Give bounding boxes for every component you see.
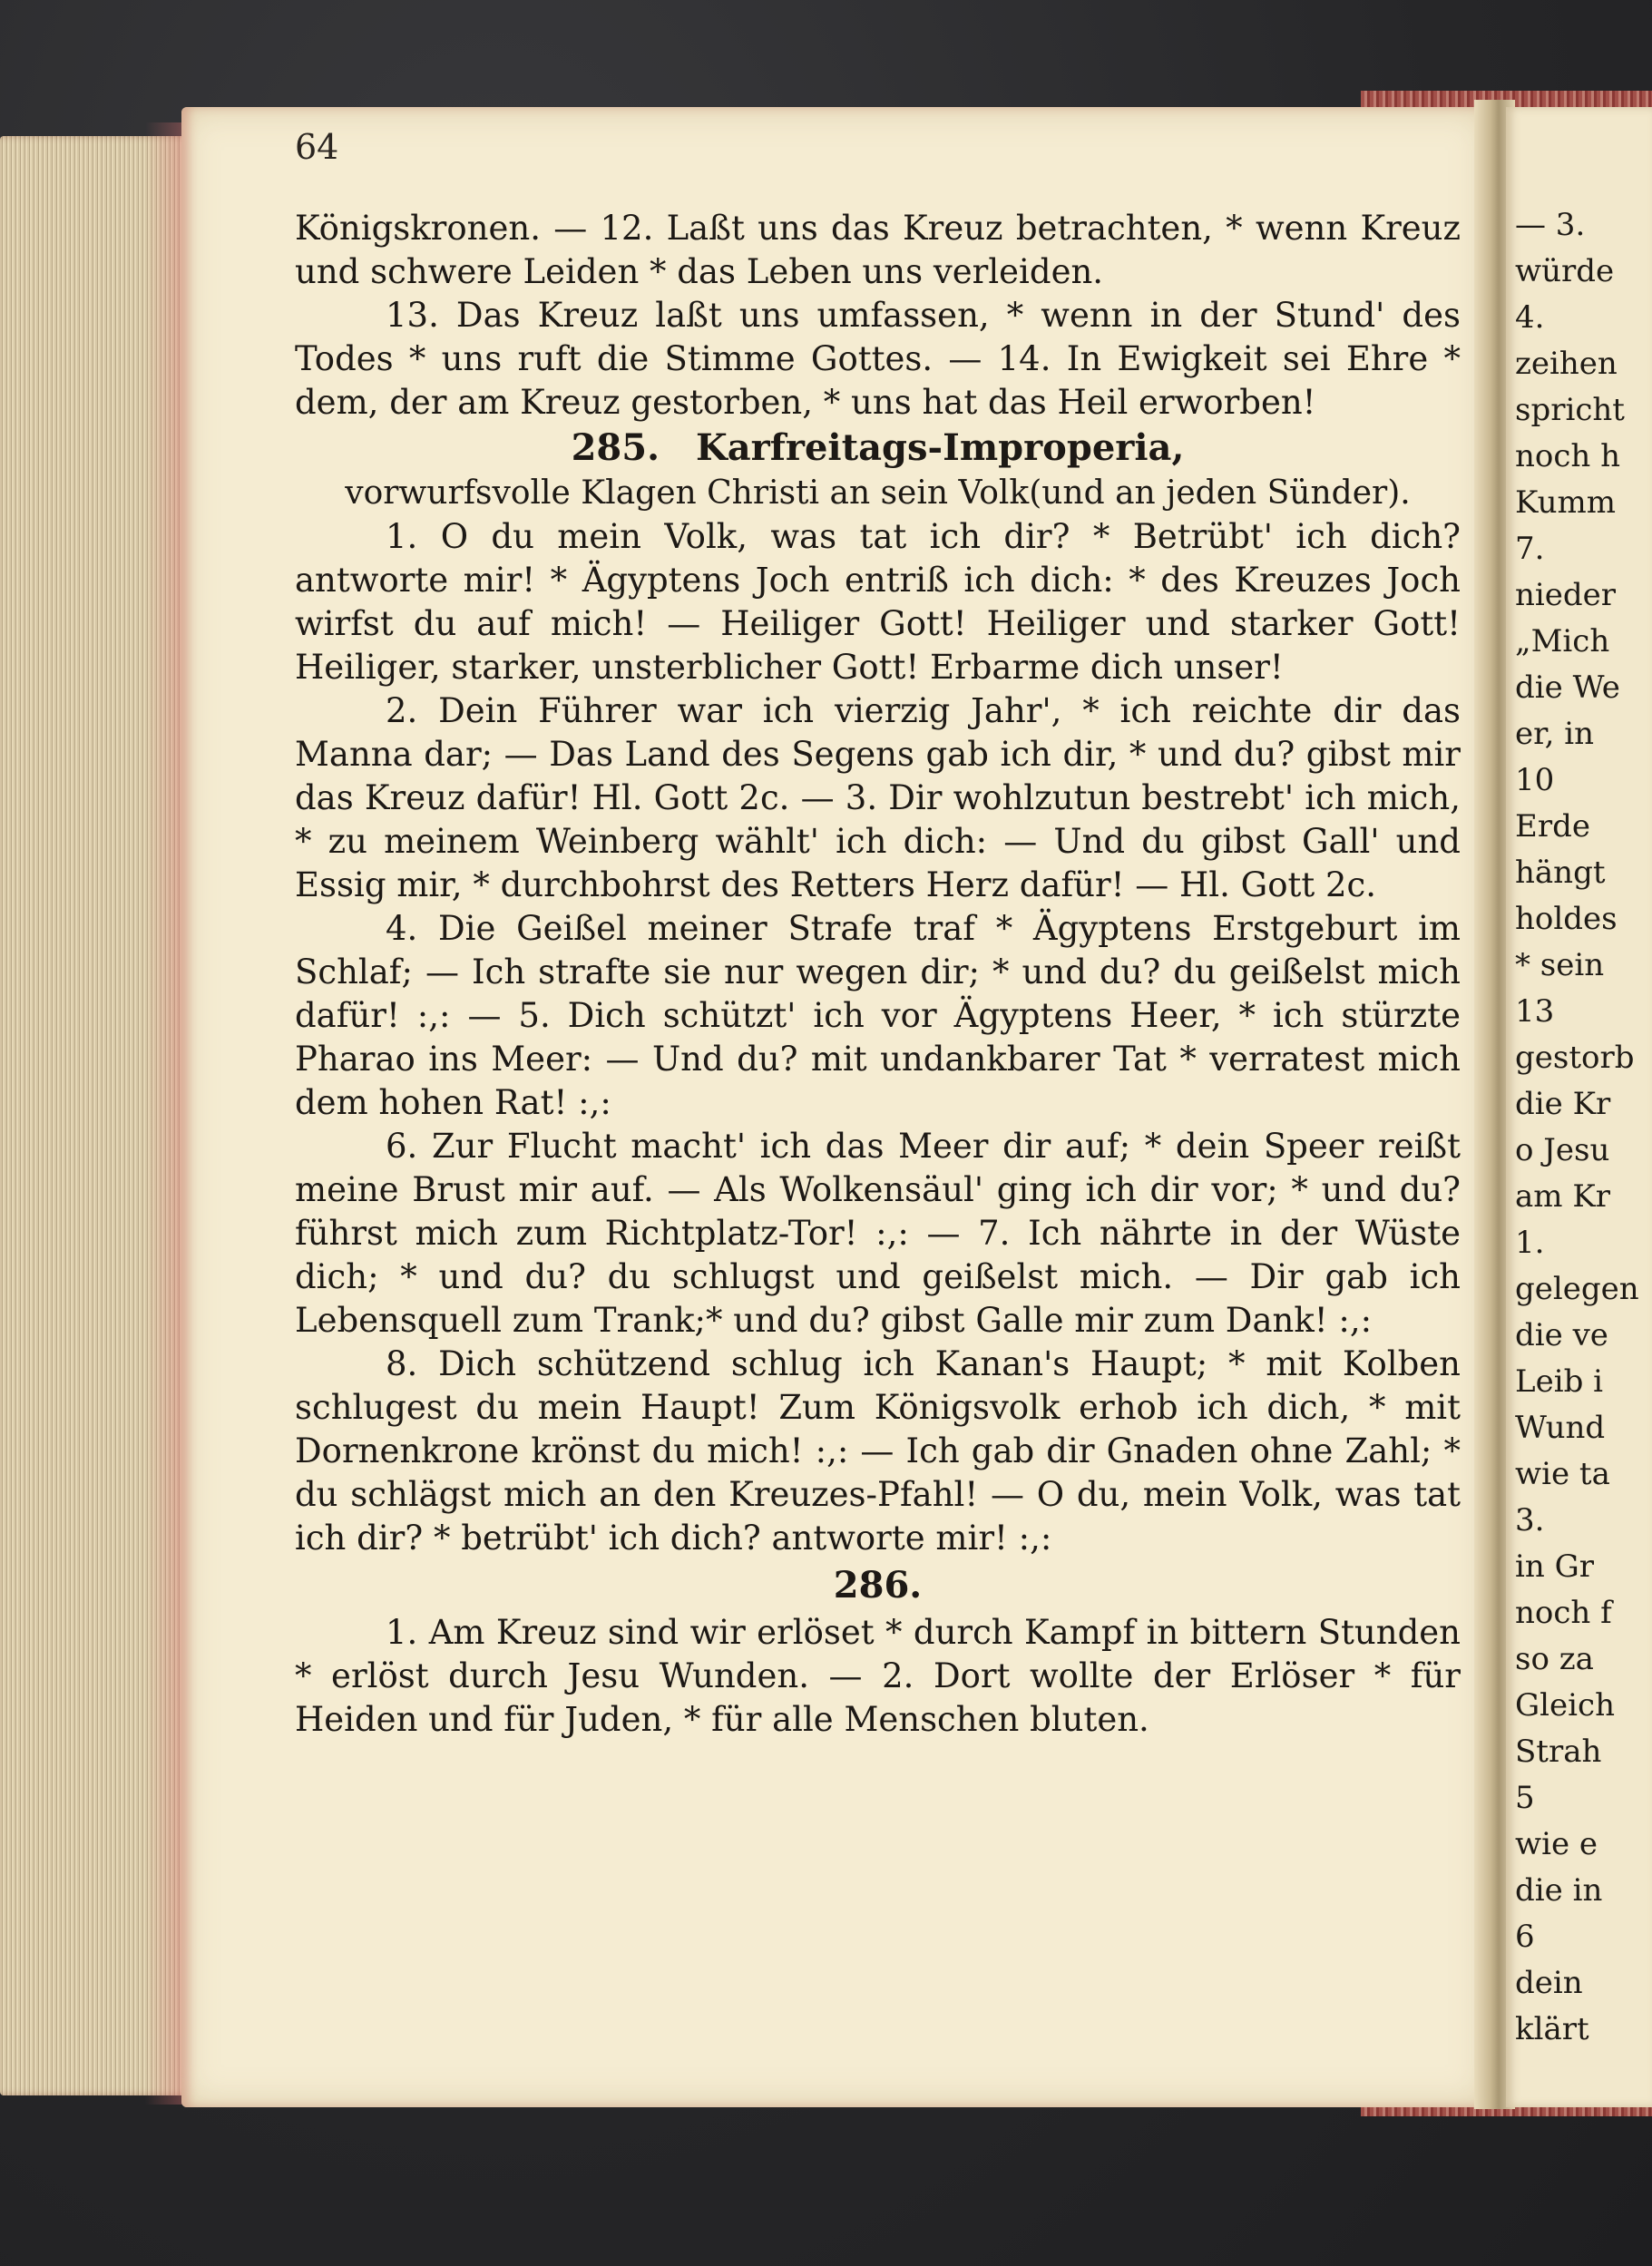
right-page-fragment: 5 xyxy=(1515,1780,1535,1816)
verse: 2. Dein Führer war ich vierzig Jahr', * ich reichte dir das Manna dar; — Das Land des Segens gab ich dir, * und du? gibst mir das Kreuz dafür! Hl. Gott 2c. — 3. Dir wohlzutun bestrebt' ich mich, * zu meinem Weinberg wählt' ich dich: — Und du gibst Gall' und Essig mir, * durchbohrst des Retters Herz dafür! — Hl. Gott 2c. xyxy=(295,691,1461,904)
right-page-fragment: — 3. xyxy=(1515,207,1586,243)
paragraph: Königskronen. — 12. Laßt uns das Kreuz betrachten, * wenn Kreuz und schwere Leiden * das Leben uns verleiden. xyxy=(295,209,1461,291)
right-page-fragment: o Jesu xyxy=(1515,1132,1610,1168)
right-page-fragment: die Kr xyxy=(1515,1086,1611,1122)
right-page-fragment: gelegen xyxy=(1515,1271,1639,1307)
verse: 1. O du mein Volk, was tat ich dir? * Betrübt' ich dich? antworte mir! * Ägyptens Joch entriß ich dich: * des Kreuzes Joch wirfst du auf mich! — Heiliger Gott! Heiliger und starker Gott! Heiliger, starker, unsterblicher Gott! Erbarme dich unser! xyxy=(295,517,1461,687)
right-page-fragment: dein xyxy=(1515,1965,1583,2001)
right-page-fragment: 10 xyxy=(1515,762,1555,798)
right-page-fragment: nieder xyxy=(1515,577,1617,613)
right-page-fragment: wie ta xyxy=(1515,1456,1610,1492)
right-page-fragment: 6 xyxy=(1515,1919,1535,1955)
right-page-fragment: Erde xyxy=(1515,808,1590,845)
right-page-fragment: Kumm xyxy=(1515,484,1617,521)
right-page-fragment: am Kr xyxy=(1515,1178,1610,1215)
right-page-fragment: „Mich xyxy=(1515,623,1610,659)
right-page-fragment: Gleich xyxy=(1515,1687,1615,1724)
right-page-fragment: würde xyxy=(1515,253,1615,289)
right-page-fragment: zeihen xyxy=(1515,346,1618,382)
right-page-fragment: er, in xyxy=(1515,716,1595,752)
right-page-fragment: 4. xyxy=(1515,299,1545,336)
hymn-number: 285. xyxy=(571,426,660,469)
right-page-fragment: 13 xyxy=(1515,993,1555,1030)
verse: 1. Am Kreuz sind wir erlöset * durch Kampf in bittern Stunden * erlöst durch Jesu Wunden. — 2. Dort wollte der Erlöser * für Heiden und für Juden, * für alle Menschen bluten. xyxy=(295,1613,1461,1739)
right-page-fragment: 7. xyxy=(1515,531,1545,567)
page-number: 64 xyxy=(295,127,339,167)
right-page-fragment: spricht xyxy=(1515,392,1625,428)
hymn-subtitle: vorwurfsvolle Klagen Christi an sein Volk(und an jeden Sünder). xyxy=(345,474,1411,512)
right-page-fragment: klärt xyxy=(1515,2011,1589,2047)
right-page-fragment: hängt xyxy=(1515,855,1606,891)
right-page-fragment: die ve xyxy=(1515,1317,1608,1353)
right-page-fragment: Leib i xyxy=(1515,1363,1604,1400)
right-page-fragment: * sein xyxy=(1515,947,1605,983)
right-page-fragment: noch h xyxy=(1515,438,1621,474)
right-page-fragment: die We xyxy=(1515,669,1620,706)
hymn-title: Karfreitags-Improperia, xyxy=(695,426,1185,469)
right-page-fragment: holdes xyxy=(1515,901,1618,937)
right-page-fragment: 1. xyxy=(1515,1225,1545,1261)
right-page-fragment: wie e xyxy=(1515,1826,1598,1862)
verse: 8. Dich schützend schlug ich Kanan's Haupt; * mit Kolben schlugest du mein Haupt! Zum Königsvolk erhob ich dich, * mit Dornenkrone krönst du mich! :,: — Ich gab dir Gnaden ohne Zahl; * du schlägst mich an den Kreuzes-Pfahl! — O du, mein Volk, was tat ich dir? * betrübt' ich dich? antworte mir! :,: xyxy=(295,1344,1461,1558)
right-page-fragment: noch f xyxy=(1515,1595,1612,1631)
right-page-fragment: die in xyxy=(1515,1872,1603,1909)
hymn-number: 286. xyxy=(833,1564,923,1607)
paragraph: 13. Das Kreuz laßt uns umfassen, * wenn in der Stund' des Todes * uns ruft die Stimme Gottes. — 14. In Ewigkeit sei Ehre * dem, der am Kreuz gestorben, * uns hat das Heil erworben! xyxy=(295,296,1461,422)
right-page-fragment: Wund xyxy=(1515,1410,1606,1446)
page-text xyxy=(295,207,1461,1742)
right-page-fragment: so za xyxy=(1515,1641,1594,1677)
right-page-partial xyxy=(1506,107,1652,2107)
right-page-fragment: Strah xyxy=(1515,1734,1602,1770)
right-page-fragment: gestorb xyxy=(1515,1040,1635,1076)
right-page-fragment: 3. xyxy=(1515,1502,1545,1538)
right-page-fragment: in Gr xyxy=(1515,1548,1594,1585)
hymn-heading xyxy=(295,426,1461,470)
verse: 6. Zur Flucht macht' ich das Meer dir auf; * dein Speer reißt meine Brust mir auf. — Als Wolkensäul' ging ich dir vor; * und du? führst mich zum Richtplatz-Tor! :,: — 7. Ich nährte in der Wüste dich; * und du? du schlugst und geißelst mich. — Dir gab ich Lebensquell zum Trank;* und du? gibst Galle mir zum Dank! :,: xyxy=(295,1127,1461,1340)
verse: 4. Die Geißel meiner Strafe traf * Ägyptens Erstgeburt im Schlaf; — Ich strafte sie nur wegen dir; * und du? du geißelst mich dafür! :,: — 5. Dich schützt' ich vor Ägyptens Heer, * ich stürzte Pharao ins Meer: — Und du? mit undankbarer Tat * verratest mich dem hohen Rat! :,: xyxy=(295,909,1461,1122)
